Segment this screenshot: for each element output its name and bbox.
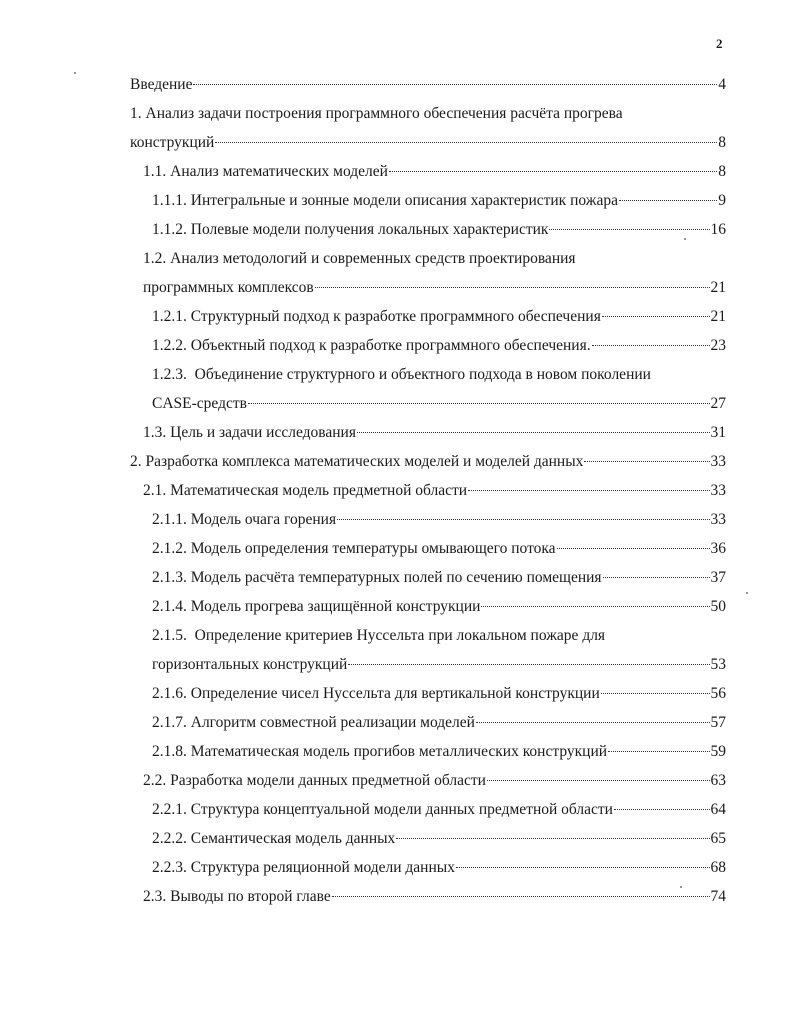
toc-entry-title: Анализ методологий и современных средств проектирования <box>170 250 576 267</box>
toc-entry-number: 2.2.1. <box>152 801 187 818</box>
dot-leader <box>315 287 710 288</box>
page-number: 2 <box>716 36 723 51</box>
dot-leader <box>476 722 710 723</box>
toc-entry-number: 2.1.7. <box>152 714 187 731</box>
toc-entry-page: 8 <box>718 163 726 180</box>
toc-entry <box>0 70 791 99</box>
toc-entry <box>0 476 791 505</box>
dot-leader <box>608 751 709 752</box>
toc-entry-title: Объектный подход к разработке программного обеспечения. <box>190 337 591 354</box>
dot-leader <box>337 519 709 520</box>
toc-entry-number: 1.2.2. <box>152 337 187 354</box>
toc-entry <box>0 360 791 389</box>
dot-leader <box>357 432 710 433</box>
toc-entry <box>0 824 791 853</box>
dot-leader <box>557 548 710 549</box>
toc-entry-page: 33 <box>710 511 726 528</box>
toc-entry-title: Выводы по второй главе <box>170 888 331 905</box>
toc-entry-number: 2.1.2. <box>152 540 187 557</box>
toc-entry-page: 57 <box>710 714 726 731</box>
toc-entry-page: 33 <box>710 482 726 499</box>
dot-leader <box>193 84 717 85</box>
toc-entry <box>0 186 791 215</box>
dot-leader <box>614 809 710 810</box>
toc-entry <box>0 882 791 911</box>
toc-entry <box>0 592 791 621</box>
toc-entry-title: Анализ задачи построения программного обеспечения расчёта прогрева <box>145 105 623 122</box>
toc-entry-page: 21 <box>710 308 726 325</box>
toc-entry-number: 1.1.1. <box>152 192 187 209</box>
toc-entry-title: Модель расчёта температурных полей по сечению помещения <box>190 569 602 586</box>
toc-entry <box>0 99 791 128</box>
toc-entry-title: Модель прогрева защищённой конструкции <box>190 598 481 615</box>
toc-entry <box>0 215 791 244</box>
toc-entry-number: 1.1. <box>143 163 167 180</box>
toc-entry-page: 64 <box>710 801 726 818</box>
toc-entry-title: Модель определения температуры омывающего потока <box>190 540 556 557</box>
toc-entry-title: Семантическая модель данных <box>190 830 396 847</box>
toc-entry-number: 2.3. <box>143 888 167 905</box>
toc-entry-continuation <box>0 273 791 302</box>
dot-leader <box>332 896 710 897</box>
toc-entry-title: Цель и задачи исследования <box>170 424 356 441</box>
toc-entry <box>0 505 791 534</box>
table-of-contents <box>0 70 791 911</box>
scan-speck <box>684 238 686 240</box>
toc-entry-number: 2.1.6. <box>152 685 187 702</box>
toc-entry-title: Введение <box>130 76 193 93</box>
toc-entry-number: 2.2. <box>143 772 167 789</box>
toc-entry-title: Определение критериев Нуссельта при локальном пожаре для <box>194 627 606 644</box>
dot-leader <box>468 490 709 491</box>
scan-speck <box>680 886 682 888</box>
dot-leader <box>603 577 710 578</box>
toc-entry-number: 2.1. <box>143 482 167 499</box>
toc-entry-title: Полевые модели получения локальных характеристик <box>190 221 549 238</box>
toc-entry-page: 59 <box>710 743 726 760</box>
toc-entry-number: 1.1.2. <box>152 221 187 238</box>
toc-entry-number: 2.1.3. <box>152 569 187 586</box>
toc-entry <box>0 853 791 882</box>
toc-entry <box>0 302 791 331</box>
toc-entry <box>0 766 791 795</box>
toc-entry <box>0 737 791 766</box>
toc-entry-page: 53 <box>710 656 726 673</box>
toc-entry-title: Структура реляционной модели данных <box>190 859 455 876</box>
toc-entry-title: Модель очага горения <box>190 511 337 528</box>
toc-entry-title: Математическая модель прогибов металлических конструкций <box>190 743 608 760</box>
dot-leader <box>456 867 710 868</box>
toc-entry-number: 2.1.1. <box>152 511 187 528</box>
toc-entry-page: 65 <box>710 830 726 847</box>
toc-entry-title: Определение чисел Нуссельта для вертикальной конструкции <box>190 685 600 702</box>
toc-entry-number: 2.2.2. <box>152 830 187 847</box>
toc-entry-page: 4 <box>718 76 726 93</box>
toc-entry-page: 56 <box>710 685 726 702</box>
dot-leader <box>584 461 709 462</box>
toc-entry-page: 63 <box>710 772 726 789</box>
toc-entry <box>0 157 791 186</box>
scan-speck <box>74 72 76 74</box>
toc-entry <box>0 447 791 476</box>
toc-entry-page: 68 <box>710 859 726 876</box>
dot-leader <box>592 345 710 346</box>
toc-entry <box>0 708 791 737</box>
dot-leader <box>389 171 717 172</box>
toc-entry-number: 1.2. <box>143 250 167 267</box>
toc-entry-page: 9 <box>718 192 726 209</box>
toc-entry-continuation <box>0 650 791 679</box>
toc-entry-title-continuation: программных комплексов <box>143 279 314 296</box>
toc-entry-number: 2.1.8. <box>152 743 187 760</box>
toc-entry <box>0 418 791 447</box>
dot-leader <box>619 200 717 201</box>
dot-leader <box>602 316 710 317</box>
toc-entry <box>0 621 791 650</box>
toc-entry-title: Структурный подход к разработке программного обеспечения <box>190 308 601 325</box>
toc-entry-page: 37 <box>710 569 726 586</box>
toc-entry-continuation <box>0 128 791 157</box>
toc-entry-title: Алгоритм совместной реализации моделей <box>190 714 475 731</box>
scan-speck <box>746 592 748 594</box>
toc-entry-page: 21 <box>710 279 726 296</box>
toc-entry-number: 2.1.5. <box>152 627 187 644</box>
toc-entry-number: 1.2.3. <box>152 366 187 383</box>
toc-entry-page: 31 <box>710 424 726 441</box>
toc-entry-page: 74 <box>710 888 726 905</box>
toc-entry-title: Анализ математических моделей <box>170 163 388 180</box>
toc-entry <box>0 534 791 563</box>
toc-entry <box>0 679 791 708</box>
toc-entry-number: 1.2.1. <box>152 308 187 325</box>
toc-entry-number: 1.3. <box>143 424 167 441</box>
dot-leader <box>487 780 710 781</box>
dot-leader <box>396 838 709 839</box>
toc-entry-page: 16 <box>710 221 726 238</box>
toc-entry-title: Разработка модели данных предметной области <box>170 772 486 789</box>
toc-entry <box>0 563 791 592</box>
toc-entry <box>0 331 791 360</box>
toc-entry-title: Интегральные и зонные модели описания характеристик пожара <box>190 192 618 209</box>
dot-leader <box>215 142 717 143</box>
toc-entry-page: 36 <box>710 540 726 557</box>
toc-entry-title-continuation: CASE-средств <box>152 395 247 412</box>
toc-entry-title: Структура концептуальной модели данных предметной области <box>190 801 613 818</box>
toc-entry <box>0 795 791 824</box>
toc-entry-title: Математическая модель предметной области <box>170 482 468 499</box>
dot-leader <box>348 664 709 665</box>
toc-entry-title: Объединение структурного и объектного подхода в новом поколении <box>194 366 651 383</box>
toc-entry-continuation <box>0 389 791 418</box>
dot-leader <box>549 229 709 230</box>
toc-entry-title: Разработка комплекса математических моделей и моделей данных <box>145 453 584 470</box>
toc-entry-page: 33 <box>710 453 726 470</box>
dot-leader <box>481 606 709 607</box>
toc-entry-page: 27 <box>710 395 726 412</box>
dot-leader <box>601 693 710 694</box>
toc-entry-number: 1. <box>130 105 142 122</box>
toc-entry-page: 23 <box>710 337 726 354</box>
toc-entry-page: 8 <box>718 134 726 151</box>
dot-leader <box>248 403 710 404</box>
toc-entry-number: 2. <box>130 453 142 470</box>
toc-entry-number: 2.2.3. <box>152 859 187 876</box>
toc-entry-page: 50 <box>710 598 726 615</box>
toc-entry-title-continuation: горизонтальных конструкций <box>152 656 348 673</box>
toc-entry-title-continuation: конструкций <box>130 134 215 151</box>
toc-entry-number: 2.1.4. <box>152 598 187 615</box>
toc-entry <box>0 244 791 273</box>
